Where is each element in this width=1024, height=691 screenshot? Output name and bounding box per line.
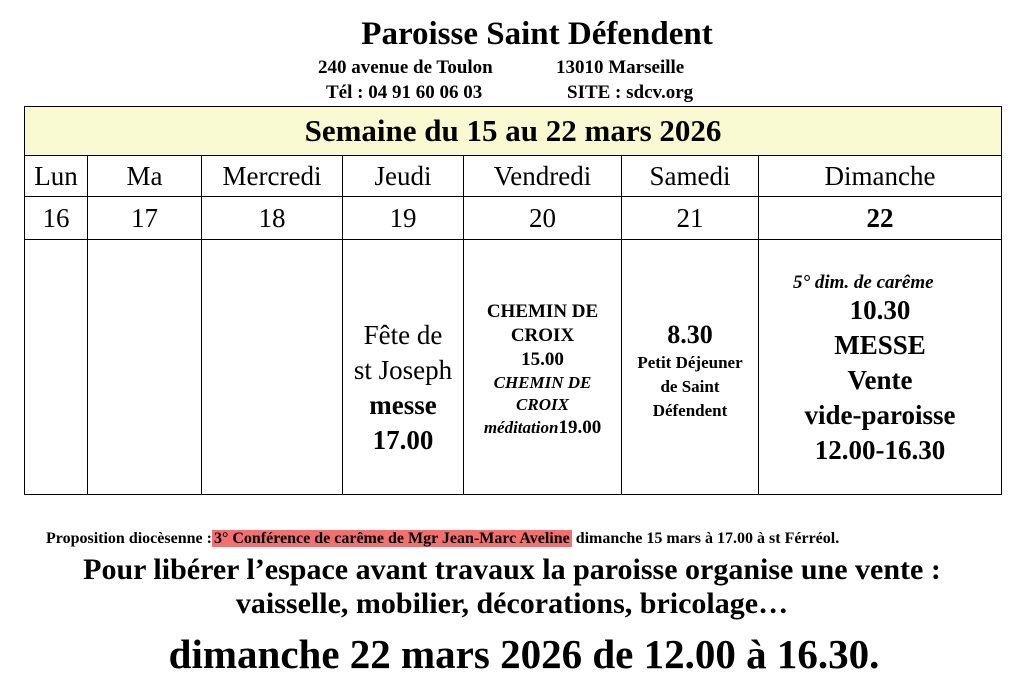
day-date: 18 xyxy=(202,197,343,240)
event-line: Vente xyxy=(847,364,913,395)
event-line: de Saint xyxy=(660,377,720,397)
event-line: MESSE xyxy=(834,329,926,360)
announcement-line: vaisselle, mobilier, décorations, bricolage… xyxy=(235,587,789,620)
day-name: Ma xyxy=(88,156,202,197)
announcement-date: dimanche 22 mars 2026 de 12.00 à 16.30. xyxy=(168,631,880,677)
day-name: Mercredi xyxy=(202,156,343,197)
diocesan-proposition xyxy=(46,528,839,550)
event-line: Défendent xyxy=(652,401,728,421)
event-line: CHEMIN DE xyxy=(486,301,599,323)
events-samedi xyxy=(622,240,759,495)
week-title: Semaine du 15 au 22 mars 2026 xyxy=(25,107,1002,156)
event-time: 8.30 xyxy=(667,320,713,350)
city: 13010 Marseille xyxy=(556,57,685,78)
proposition-highlight: 3° Conférence de carême de Mgr Jean-Marc Aveline xyxy=(213,530,570,547)
day-name: Samedi xyxy=(622,156,759,197)
event-line: Petit Déjeuner xyxy=(637,353,743,373)
day-name: Dimanche xyxy=(759,156,1002,197)
proposition-prefix: Proposition diocèsenne : xyxy=(46,530,212,547)
day-name: Vendredi xyxy=(464,156,622,197)
event-time: 15.00 xyxy=(521,349,564,371)
phone: Tél : 04 91 60 06 03 xyxy=(326,82,483,103)
event-line-italic: méditation xyxy=(483,418,559,438)
events-dimanche xyxy=(759,240,1002,495)
day-date: 16 xyxy=(25,197,88,240)
event-time: 10.30 xyxy=(849,294,911,325)
announcement-line: Pour libérer l’espace avant travaux la paroisse organise une vente : xyxy=(83,553,941,586)
week-schedule-table xyxy=(24,106,1002,495)
event-line: CROIX xyxy=(510,325,575,347)
events-vendredi xyxy=(464,240,622,495)
day-date: 21 xyxy=(622,197,759,240)
events-lun xyxy=(25,240,88,495)
events-mercredi xyxy=(202,240,343,495)
day-date: 19 xyxy=(343,197,464,240)
event-line: st Joseph xyxy=(353,355,453,386)
event-line: CROIX xyxy=(516,395,569,415)
day-name: Lun xyxy=(25,156,88,197)
day-name: Jeudi xyxy=(343,156,464,197)
address: 240 avenue de Toulon xyxy=(318,57,493,78)
event-line: Fête de xyxy=(363,320,443,351)
day-date: 20 xyxy=(464,197,622,240)
day-date: 22 xyxy=(759,197,1002,240)
event-time: 17.00 xyxy=(372,425,434,456)
event-line: vide-paroisse xyxy=(804,399,956,430)
proposition-suffix: dimanche 15 mars à 17.00 à st Férréol. xyxy=(571,530,840,547)
event-note: 5° dim. de carême xyxy=(793,271,934,293)
event-line: messe xyxy=(369,390,437,421)
parish-title: Paroisse Saint Défendent xyxy=(361,16,713,52)
events-jeudi xyxy=(343,240,464,495)
event-time: 12.00-16.30 xyxy=(814,434,946,465)
day-date: 17 xyxy=(88,197,202,240)
event-line: CHEMIN DE xyxy=(493,373,592,393)
event-time: 19.00 xyxy=(558,417,602,439)
website: SITE : sdcv.org xyxy=(567,82,694,103)
events-ma xyxy=(88,240,202,495)
event-line xyxy=(464,416,621,440)
